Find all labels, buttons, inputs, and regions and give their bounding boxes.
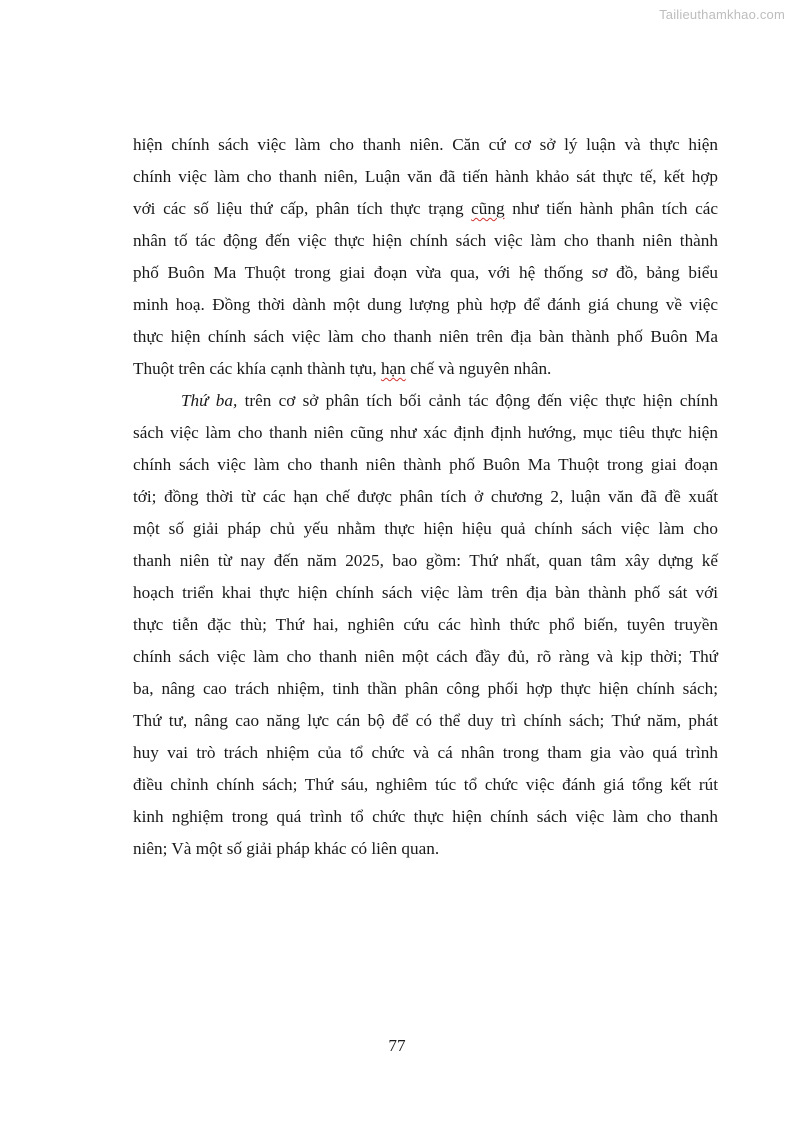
text-line: thanh niên từ nay đến năm 2025, bao gồm: Thứ nhất, quan tâm xây dựng kế: [133, 551, 718, 570]
text-line: niên; Và một số giải pháp khác có liên quan.: [133, 839, 440, 858]
text-line: điều chỉnh chính sách; Thứ sáu, nghiêm túc tổ chức việc đánh giá tổng kết rút: [133, 775, 718, 794]
watermark-text: Tailieuthamkhao.com: [659, 7, 785, 22]
text-line: Thứ tư, nâng cao năng lực cán bộ để có thể duy trì chính sách; Thứ năm, phát: [133, 711, 718, 730]
text-line: thực hiện chính sách việc làm cho thanh niên trên địa bàn thành phố Buôn Ma: [133, 327, 718, 346]
text-line: huy vai trò trách nhiệm của tổ chức và cá nhân trong tham gia vào quá trình: [133, 743, 718, 762]
text-line: minh hoạ. Đồng thời dành một dung lượng phù hợp để đánh giá chung về việc: [133, 295, 718, 314]
text-line: ba, nâng cao trách nhiệm, tinh thần phân công phối hợp thực hiện chính sách;: [133, 679, 718, 698]
text-line: chính việc làm cho thanh niên, Luận văn đã tiến hành khảo sát thực tế, kết hợp: [133, 167, 718, 186]
paragraph-proposed-solutions: [133, 385, 718, 865]
text-line: thực tiễn đặc thù; Thứ hai, nghiên cứu các hình thức phổ biến, tuyên truyền: [133, 615, 718, 634]
text-line: phố Buôn Ma Thuột trong giai đoạn vừa qua, với hệ thống sơ đồ, bảng biểu: [133, 263, 718, 282]
text-line: Thuột trên các khía cạnh thành tựu, hạn chế và nguyên nhân.: [133, 359, 552, 378]
document-body: [133, 129, 718, 865]
text-line: sách việc làm cho thanh niên cũng như xác định định hướng, mục tiêu thực hiện: [133, 423, 718, 442]
italic-lead: Thứ ba,: [181, 391, 238, 410]
spellcheck-flagged-word[interactable]: hạn: [380, 359, 406, 378]
text-line: hiện chính sách việc làm cho thanh niên. Căn cứ cơ sở lý luận và thực hiện: [133, 135, 718, 154]
page-number: 77: [388, 1036, 406, 1055]
text-line: Thứ ba, trên cơ sở phân tích bối cảnh tác động đến việc thực hiện chính: [181, 391, 718, 410]
text-line: kinh nghiệm trong quá trình tổ chức thực hiện chính sách việc làm cho thanh: [133, 807, 718, 826]
text-line: nhân tố tác động đến việc thực hiện chính sách việc làm cho thanh niên thành: [133, 231, 718, 250]
text-line: chính sách việc làm cho thanh niên thành phố Buôn Ma Thuột trong giai đoạn: [133, 455, 718, 474]
paragraph-summary-analysis: [133, 129, 718, 385]
spellcheck-flagged-word[interactable]: cũng: [471, 199, 505, 218]
text-line: hoạch triển khai thực hiện chính sách việc làm trên địa bàn thành phố sát với: [133, 583, 718, 602]
text-line: với các số liệu thứ cấp, phân tích thực trạng cũng như tiến hành phân tích các: [133, 199, 718, 218]
text-line: chính sách việc làm cho thanh niên một cách đầy đủ, rõ ràng và kịp thời; Thứ: [133, 647, 718, 666]
text-line: tới; đồng thời từ các hạn chế được phân tích ở chương 2, luận văn đã đề xuất: [133, 487, 718, 506]
text-line: một số giải pháp chủ yếu nhằm thực hiện hiệu quả chính sách việc làm cho: [133, 519, 718, 538]
